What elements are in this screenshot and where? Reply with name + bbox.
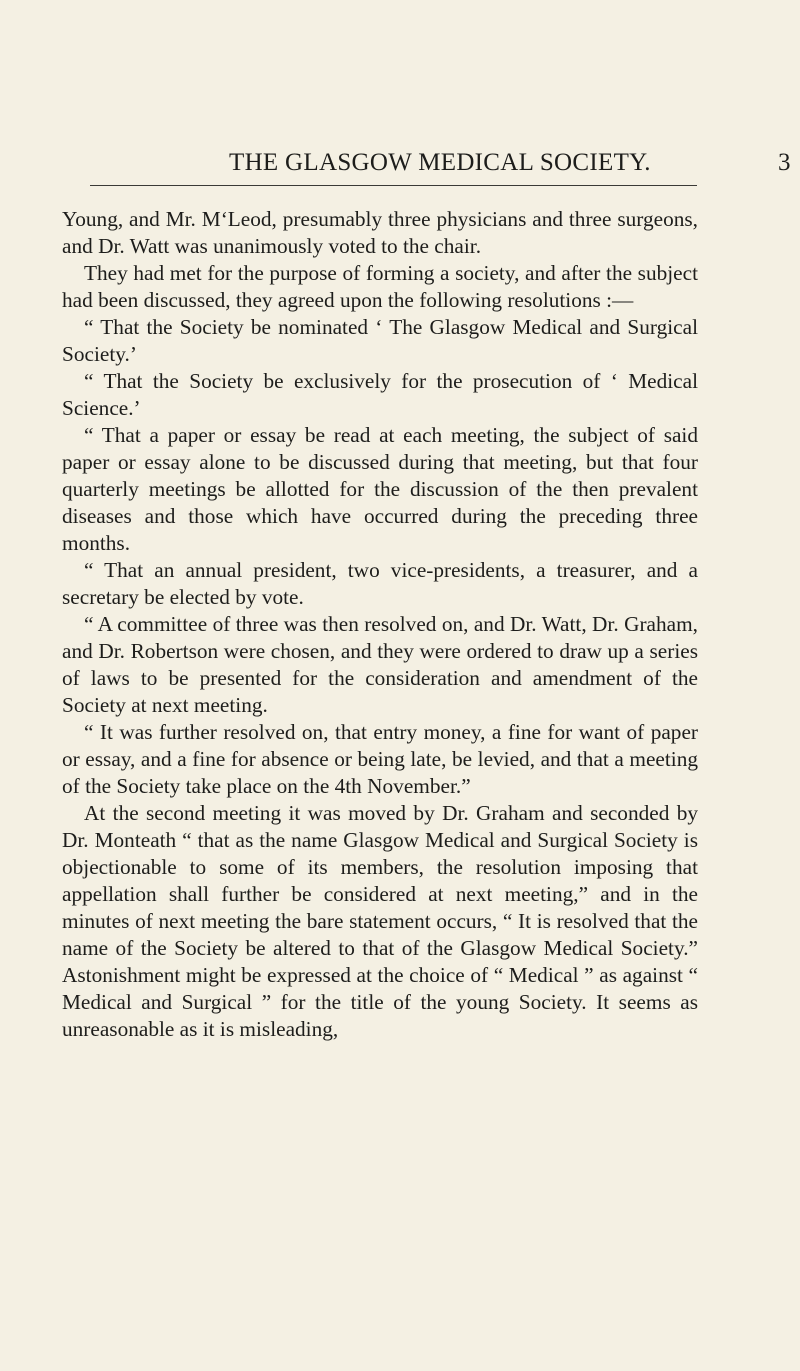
running-title: THE GLASGOW MEDICAL SOCIETY.: [229, 149, 651, 176]
resolution-paragraph: “ It was further resolved on, that entry money, a fine for want of paper or essay, and a fine for absence or being late, be levied, and that a meeting of the Society take place on the 4th November.”: [62, 720, 698, 798]
resolution-paragraph: “ That an annual president, two vice-presidents, a treasurer, and a secretary be elected by vote.: [62, 558, 698, 609]
resolution-paragraph: “ That the Society be exclusively for the prosecution of ‘ Medical Science.’: [62, 369, 698, 420]
paragraph: At the second meeting it was moved by Dr. Graham and seconded by Dr. Monteath “ that as the name Glasgow Medical and Surgical Society is objectionable to some of its members, the resolution imposing that appellation shall further be considered at next meeting,” and in the minutes of next meeting the bare statement occurs, “ It is resolved that the name of the Society be altered to that of the Glasgow Medical Society.” Astonishment might be expressed at the choice of “ Medical ” as against “ Medical and Surgical ” for the title of the young Society. It seems as unreasonable as it is misleading,: [62, 801, 698, 1041]
paragraph: They had met for the purpose of forming a society, and after the subject had been discussed, they agreed upon the following resolutions :—: [62, 261, 698, 312]
paragraph-continuation: Young, and Mr. M‘Leod, presumably three physicians and three surgeons, and Dr. Watt was unanimously voted to the chair.: [62, 207, 698, 258]
running-head: [90, 149, 790, 189]
resolution-paragraph: “ That a paper or essay be read at each meeting, the subject of said paper or essay alone to be discussed during that meeting, but that four quarterly meetings be allotted for the discussion of the then prevalent diseases and those which have occurred during the preceding three months.: [62, 423, 698, 555]
body-text: [62, 206, 698, 1043]
resolution-paragraph: “ A committee of three was then resolved on, and Dr. Watt, Dr. Graham, and Dr. Robertson were chosen, and they were ordered to draw up a series of laws to be presented for the consideration and amendment of the Society at next meeting.: [62, 612, 698, 717]
resolution-paragraph: “ That the Society be nominated ‘ The Glasgow Medical and Surgical Society.’: [62, 315, 698, 366]
header-rule: [90, 185, 697, 186]
page-number: 3: [778, 149, 791, 176]
